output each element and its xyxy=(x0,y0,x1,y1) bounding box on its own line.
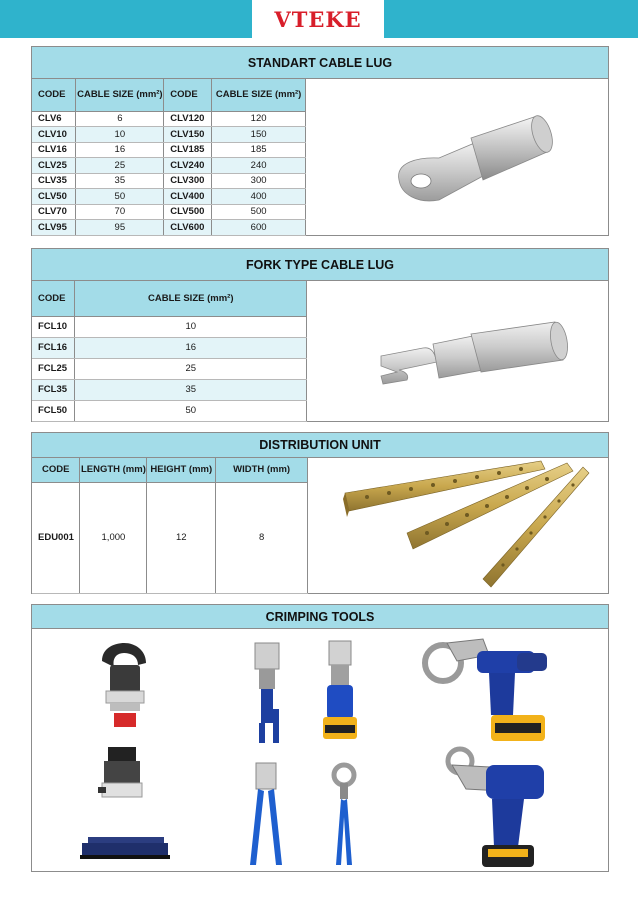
cell-size: 35 xyxy=(76,173,164,189)
hydraulic-head-2-image xyxy=(94,743,148,805)
table-row xyxy=(32,358,307,379)
cell-size: 50 xyxy=(75,400,307,421)
table-row xyxy=(32,204,306,220)
manual-crimp-tool-1-image xyxy=(242,761,290,867)
crimping-tools-section xyxy=(31,604,609,872)
section-title: DISTRIBUTION UNIT xyxy=(32,433,608,458)
col-header: CODE xyxy=(164,79,212,111)
cell-code: CLV120 xyxy=(164,111,212,127)
table-row xyxy=(32,111,306,127)
cable-lug-image xyxy=(387,102,567,212)
cell-size: 50 xyxy=(76,189,164,205)
distribution-unit-section xyxy=(31,432,609,594)
cell-size: 150 xyxy=(212,127,306,143)
fork-table xyxy=(32,281,307,422)
cell-code: CLV185 xyxy=(164,142,212,158)
table-row xyxy=(32,316,307,337)
table-row xyxy=(32,158,306,174)
cell-code: FCL50 xyxy=(32,400,75,421)
cell-code: CLV500 xyxy=(164,204,212,220)
distribution-bars-image xyxy=(317,459,607,593)
table-row xyxy=(32,142,306,158)
cell-length: 1,000 xyxy=(80,482,147,593)
distribution-table xyxy=(32,458,308,594)
hand-hydraulic-tool-1-image xyxy=(247,639,287,745)
cell-code: CLV240 xyxy=(164,158,212,174)
cell-size: 10 xyxy=(76,127,164,143)
section-title: FORK TYPE CABLE LUG xyxy=(32,249,608,281)
cell-size: 120 xyxy=(212,111,306,127)
cell-size: 185 xyxy=(212,142,306,158)
col-header: WIDTH (mm) xyxy=(216,458,308,482)
cell-code: CLV600 xyxy=(164,220,212,236)
col-header: CODE xyxy=(32,458,80,482)
col-header: LENGTH (mm) xyxy=(80,458,147,482)
cell-size: 35 xyxy=(75,379,307,400)
logo-text: VTEKE xyxy=(274,6,362,32)
cell-size: 600 xyxy=(212,220,306,236)
battery-cutter-tool-image xyxy=(417,635,557,747)
section-title: CRIMPING TOOLS xyxy=(32,605,608,629)
cell-code: CLV10 xyxy=(32,127,76,143)
cell-code: CLV300 xyxy=(164,173,212,189)
cell-code: FCL25 xyxy=(32,358,75,379)
manual-crimp-tool-2-image xyxy=(324,761,364,867)
section-title: STANDART CABLE LUG xyxy=(32,47,608,79)
table-row xyxy=(32,127,306,143)
logo xyxy=(252,0,384,38)
col-header: CODE xyxy=(32,79,76,111)
standart-table xyxy=(32,79,306,236)
cell-size: 6 xyxy=(76,111,164,127)
cell-size: 240 xyxy=(212,158,306,174)
cell-code: CLV16 xyxy=(32,142,76,158)
table-row xyxy=(32,337,307,358)
cell-code: CLV150 xyxy=(164,127,212,143)
cell-code: FCL35 xyxy=(32,379,75,400)
hydraulic-crimp-head-image xyxy=(94,641,154,733)
cell-code: FCL16 xyxy=(32,337,75,358)
hydraulic-pump-image xyxy=(78,831,172,863)
cell-code: CLV35 xyxy=(32,173,76,189)
col-header: HEIGHT (mm) xyxy=(147,458,216,482)
cell-size: 400 xyxy=(212,189,306,205)
col-header: CABLE SIZE (mm²) xyxy=(212,79,306,111)
cell-size: 10 xyxy=(75,316,307,337)
col-header: CABLE SIZE (mm²) xyxy=(75,281,307,316)
col-header: CABLE SIZE (mm²) xyxy=(76,79,164,111)
battery-crimp-tool-2-image xyxy=(432,745,552,869)
cell-height: 12 xyxy=(147,482,216,593)
cell-size: 300 xyxy=(212,173,306,189)
cell-code: CLV70 xyxy=(32,204,76,220)
cell-width: 8 xyxy=(216,482,308,593)
cell-code: CLV6 xyxy=(32,111,76,127)
fork-cable-lug-section xyxy=(31,248,609,422)
cell-code: CLV25 xyxy=(32,158,76,174)
table-row xyxy=(32,400,307,421)
table-row xyxy=(32,189,306,205)
cell-code: CLV50 xyxy=(32,189,76,205)
table-row xyxy=(32,173,306,189)
cell-size: 16 xyxy=(75,337,307,358)
cell-size: 500 xyxy=(212,204,306,220)
battery-crimp-tool-1-image xyxy=(319,639,363,745)
cell-size: 25 xyxy=(75,358,307,379)
table-row xyxy=(32,220,306,236)
col-header: CODE xyxy=(32,281,75,316)
table-row xyxy=(32,379,307,400)
cell-code: EDU001 xyxy=(32,482,80,593)
cell-code: FCL10 xyxy=(32,316,75,337)
fork-lug-image xyxy=(377,314,577,404)
cell-size: 70 xyxy=(76,204,164,220)
cell-code: CLV95 xyxy=(32,220,76,236)
table-row xyxy=(32,482,308,593)
cell-size: 16 xyxy=(76,142,164,158)
cell-size: 25 xyxy=(76,158,164,174)
cell-code: CLV400 xyxy=(164,189,212,205)
standart-cable-lug-section xyxy=(31,46,609,236)
cell-size: 95 xyxy=(76,220,164,236)
